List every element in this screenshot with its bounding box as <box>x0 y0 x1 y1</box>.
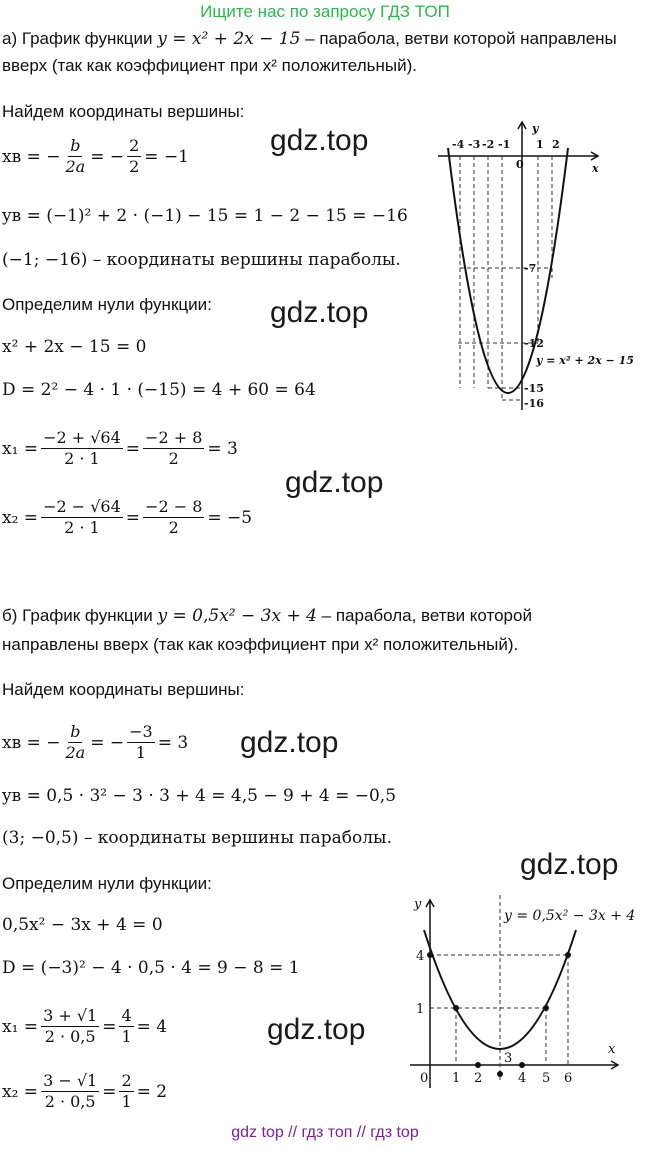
fraction <box>143 497 204 538</box>
graph-a <box>438 118 638 418</box>
graph-b-point <box>427 952 433 958</box>
part-a-vertex-heading: Найдем координаты вершины: <box>2 102 245 121</box>
graph-a-xtick: 1 <box>536 138 544 151</box>
xv-mid: = − <box>90 146 125 167</box>
graph-a-ytick: -16 <box>524 397 544 410</box>
xv-result: = 3 <box>157 732 189 753</box>
equals: = <box>125 507 141 528</box>
part-b-equation: 0,5x² − 3x + 4 = 0 <box>2 915 163 935</box>
part-b-function: y = 0,5x² − 3x + 4 <box>157 606 317 626</box>
graph-b <box>408 890 648 1100</box>
frac-den: 2 <box>168 449 179 468</box>
graph-a-ytick: -15 <box>524 382 544 395</box>
part-b-intro-line1 <box>2 605 532 627</box>
part-b-intro-line2: направлены вверх (так как коэффициент при x² положительный). <box>2 635 519 654</box>
xv-lhs: xв = − <box>2 732 61 753</box>
graph-b-xtick: 1 <box>452 1071 461 1086</box>
part-b-discriminant: D = (−3)² − 4 · 0,5 · 4 = 9 − 8 = 1 <box>2 958 300 978</box>
graph-b-xtick: 6 <box>564 1071 573 1086</box>
part-a-intro-tail: – парабола, ветви которой направлены <box>300 29 617 48</box>
fraction <box>119 1006 133 1047</box>
graph-a-y-label: y <box>532 122 539 135</box>
frac-den: 1 <box>135 743 146 762</box>
x1-lhs: x₁ = <box>2 1016 39 1037</box>
frac-den: 1 <box>121 1027 132 1046</box>
graph-b-xtick: 4 <box>518 1071 527 1086</box>
part-b-vertex-heading: Найдем координаты вершины: <box>2 680 245 699</box>
watermark: gdz.top <box>270 124 369 157</box>
frac-num: 3 + √1 <box>43 1006 98 1025</box>
equals: = <box>102 1016 117 1037</box>
graph-a-xtick: -2 <box>482 138 495 151</box>
x1-lhs: x₁ = <box>2 438 39 459</box>
graph-b-point <box>497 1071 503 1077</box>
part-b-x1-formula <box>2 1006 167 1047</box>
part-b-xv-formula <box>2 722 188 763</box>
frac-den: 1 <box>121 1092 132 1111</box>
graph-a-ytick: -12 <box>524 337 544 350</box>
fraction <box>41 1006 99 1047</box>
watermark: gdz.top <box>240 726 339 759</box>
frac-num: −2 − 8 <box>145 497 203 516</box>
watermark: gdz.top <box>285 466 384 499</box>
graph-b-xtick: 3 <box>504 1051 513 1066</box>
part-a-discriminant: D = 2² − 4 · 1 · (−15) = 4 + 60 = 64 <box>2 380 316 400</box>
graph-a-ytick: -7 <box>524 262 537 275</box>
x2-result: = 2 <box>136 1081 168 1102</box>
fraction <box>119 1071 133 1112</box>
xv-result: = −1 <box>144 146 189 167</box>
frac-den: 2a <box>65 743 86 762</box>
graph-a-xtick: 2 <box>552 138 560 151</box>
footer-separator: // <box>283 1124 302 1141</box>
part-a-equation: x² + 2x − 15 = 0 <box>2 337 147 357</box>
equals: = <box>102 1081 117 1102</box>
x1-result: = 4 <box>136 1016 168 1037</box>
graph-b-point <box>519 1062 525 1068</box>
frac-num: −2 + 8 <box>145 428 203 447</box>
frac-den: 2 · 1 <box>64 449 100 468</box>
part-a-x1-formula <box>2 428 238 469</box>
graph-a-xtick: -1 <box>498 138 511 151</box>
fraction <box>63 722 87 763</box>
header-search-link[interactable]: Ищите нас по запросу ГДЗ ТОП <box>200 2 450 21</box>
fraction <box>41 428 123 469</box>
graph-a-xtick: -4 <box>452 138 465 151</box>
frac-den: 2 <box>129 157 140 176</box>
frac-num: 2 <box>129 136 140 155</box>
frac-den: 2 <box>168 518 179 537</box>
graph-b-function-label: y = 0,5x² − 3x + 4 <box>504 908 636 924</box>
graph-a-xtick: -3 <box>468 138 481 151</box>
xv-mid: = − <box>90 732 125 753</box>
frac-num: −3 <box>129 722 153 741</box>
footer-link-gdz-top-ru[interactable]: гдз топ <box>301 1124 353 1141</box>
frac-num: b <box>70 722 81 741</box>
footer-link-gdz-top-mixed[interactable]: гдз top <box>370 1124 419 1141</box>
frac-num: 4 <box>121 1006 132 1025</box>
fraction <box>127 136 141 177</box>
x1-result: = 3 <box>207 438 238 459</box>
fraction <box>143 428 204 469</box>
frac-den: 2 · 0,5 <box>44 1092 96 1111</box>
frac-num: 3 − √1 <box>43 1071 98 1090</box>
part-b-yv-formula: yв = 0,5 · 3² − 3 · 3 + 4 = 4,5 − 9 + 4 = −0,5 <box>2 786 397 806</box>
part-a-intro-line2: вверх (так как коэффициент при x² положительный). <box>2 56 417 75</box>
graph-b-point <box>453 1005 459 1011</box>
x2-result: = −5 <box>207 507 253 528</box>
part-a-zeros-heading: Определим нули функции: <box>2 295 212 314</box>
fraction <box>41 497 123 538</box>
fraction <box>63 136 87 177</box>
part-b-intro-tail: – парабола, ветви которой <box>316 606 532 625</box>
part-b-x2-formula <box>2 1071 167 1112</box>
frac-num: 2 <box>121 1071 132 1090</box>
graph-b-y-label: y <box>414 897 422 912</box>
graph-b-xtick: 5 <box>542 1071 551 1086</box>
graph-b-x-label: x <box>608 1042 616 1057</box>
watermark: gdz.top <box>270 296 369 329</box>
graph-a-origin: 0 <box>516 158 524 171</box>
graph-b-ytick: 1 <box>416 1002 425 1017</box>
graph-b-point <box>565 952 571 958</box>
graph-b-xtick: 2 <box>474 1071 483 1086</box>
part-b-vertex-text: (3; −0,5) – координаты вершины параболы. <box>2 828 392 848</box>
frac-num: −2 + √64 <box>43 428 121 447</box>
part-a-vertex-text: (−1; −16) – координаты вершины параболы. <box>2 250 401 270</box>
footer <box>0 1124 650 1142</box>
part-a-intro-text: а) График функции <box>2 29 158 48</box>
part-b-zeros-heading: Определим нули функции: <box>2 874 212 893</box>
part-a-function: y = x² + 2x − 15 <box>157 29 301 49</box>
frac-num: −2 − √64 <box>43 497 121 516</box>
xv-lhs: xв = − <box>2 146 61 167</box>
graph-a-x-label: x <box>592 162 599 175</box>
frac-num: b <box>70 136 81 155</box>
part-a-x2-formula <box>2 497 252 538</box>
graph-b-point <box>475 1062 481 1068</box>
frac-den: 2 · 1 <box>64 518 100 537</box>
graph-b-point <box>543 1005 549 1011</box>
footer-link-gdz-top[interactable]: gdz top <box>231 1124 284 1141</box>
graph-b-ytick: 4 <box>416 949 425 964</box>
footer-separator: // <box>352 1124 371 1141</box>
x2-lhs: x₂ = <box>2 507 39 528</box>
x2-lhs: x₂ = <box>2 1081 39 1102</box>
part-b-intro-text: б) График функции <box>2 606 158 625</box>
frac-den: 2a <box>65 157 86 176</box>
frac-den: 2 · 0,5 <box>44 1027 96 1046</box>
part-a-xv-formula <box>2 136 189 177</box>
fraction <box>41 1071 99 1112</box>
part-a-intro-line1 <box>2 28 617 50</box>
watermark: gdz.top <box>267 1013 366 1046</box>
part-a-yv-formula: yв = (−1)² + 2 · (−1) − 15 = 1 − 2 − 15 = −16 <box>2 206 408 226</box>
watermark: gdz.top <box>520 848 619 881</box>
equals: = <box>125 438 141 459</box>
graph-b-xtick: 0 <box>420 1071 429 1086</box>
fraction <box>127 722 155 763</box>
graph-a-function-label: y = x² + 2x − 15 <box>536 354 634 367</box>
